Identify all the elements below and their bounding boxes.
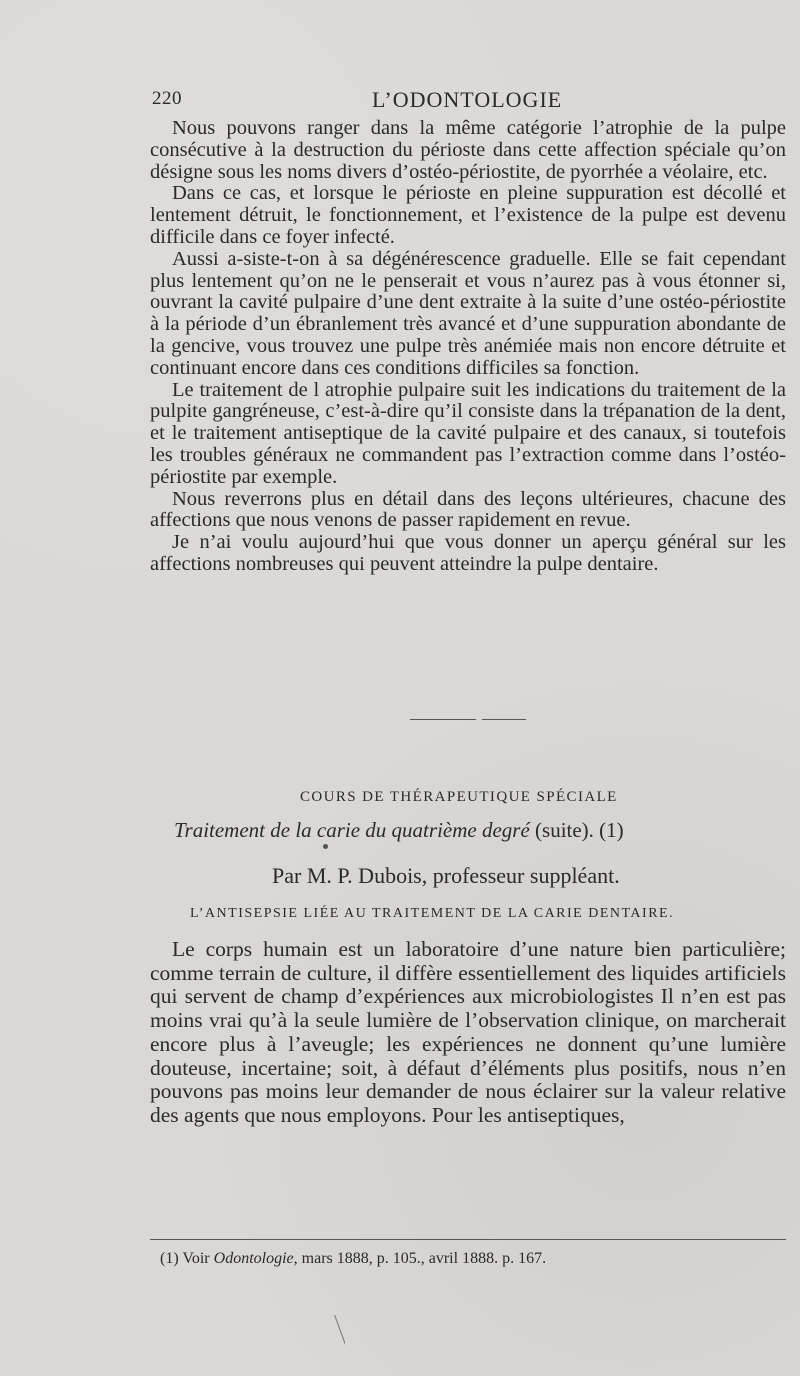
decorative-dot [323,844,328,849]
running-title: L’ODONTOLOGIE [372,87,563,112]
intro-paragraph-4: Le traitement de l atrophie pulpaire suit les indications du traitement de la pulpite gangréneuse, c’est-à-dire qu’il consiste dans la trépanation de la dent, et le traitement antiseptique de la cavité pulpaire et des canaux, si toutefois les troubles généraux ne commandent pas l’extraction comme dans l’ostéo-périostite par exemple. [150,378,786,488]
page-number: 220 [152,88,182,109]
page-stroke-mark [323,1315,345,1373]
intro-paragraph-1: Nous pouvons ranger dans la même catégorie l’atrophie de la pulpe consécutive à la destruction du périoste dans cette affection spéciale qu’on désigne sous les noms divers d’ostéo-périostite, de pyorrhée a véolaire, etc. [150,117,786,183]
article-author: Par M. P. Dubois, professeur suppléant. [272,863,620,888]
article-subtitle-suffix: (suite). (1) [529,818,624,842]
article-subtitle [174,818,794,843]
intro-paragraph-6: Je n’ai voulu aujourd’hui que vous donner un aperçu général sur les affections nombreuses qui peuvent atteindre la pulpe dentaire. [150,531,786,575]
footnote [160,1250,546,1268]
article-text-block [150,938,786,1128]
article-subtitle-italic: Traitement de la carie du quatrième degré [174,818,530,842]
section-separator [410,719,526,721]
intro-paragraph-2: Dans ce cas, et lorsque le périoste en pleine suppuration est décollé et lentement détruit, le fonctionnement, et l’existence de la pulpe est devenu difficile dans ce foyer infecté. [150,182,786,248]
intro-text-block [150,118,786,576]
section-heading: L’ANTISEPSIE LIÉE AU TRAITEMENT DE LA CARIE DENTAIRE. [190,906,675,921]
footnote-italic-title: Odontologie [213,1250,294,1267]
footnote-prefix: (1) Voir [160,1250,214,1267]
footnote-suffix: , mars 1888, p. 105., avril 1888. p. 167. [293,1250,547,1267]
course-title: COURS DE THÉRAPEUTIQUE SPÉCIALE [300,789,618,805]
intro-paragraph-3: Aussi a-siste-t-on à sa dégénérescence graduelle. Elle se fait cependant plus lentement qu’on ne le penserait et vous n’aurez pas à vous étonner si, ouvrant la cavité pulpaire d’une dent extraite à la suite d’une ostéo-périostite à la période d’un ébranlement très avancé et d’une suppuration abondante de la gencive, vous trouvez une pulpe très anémiée mais non encore détruite et continuant encore dans ces conditions difficiles sa fonction. [150,247,786,379]
intro-paragraph-5: Nous reverrons plus en détail dans des leçons ultérieures, chacune des affections que nous venons de passer rapidement en revue. [150,487,786,532]
footnote-rule [150,1239,786,1240]
article-paragraph-1: Le corps humain est un laboratoire d’une nature bien particulière; comme terrain de culture, il diffère essentiellement des liquides artificiels qui servent de champ d’expériences aux microbiologistes Il n’en est pas moins vrai qu’à la seule lumière de l’observation clinique, on marcherait encore plus à l’aveugle; les expériences ne donnent qu’une lumière douteuse, incertaine; soit, à défaut d’éléments plus positifs, nous n’en pouvons pas moins leur demander de nous éclairer sur la valeur relative des agents que nous employons. Pour les antiseptiques, [150,937,786,1127]
page-header [152,88,772,118]
